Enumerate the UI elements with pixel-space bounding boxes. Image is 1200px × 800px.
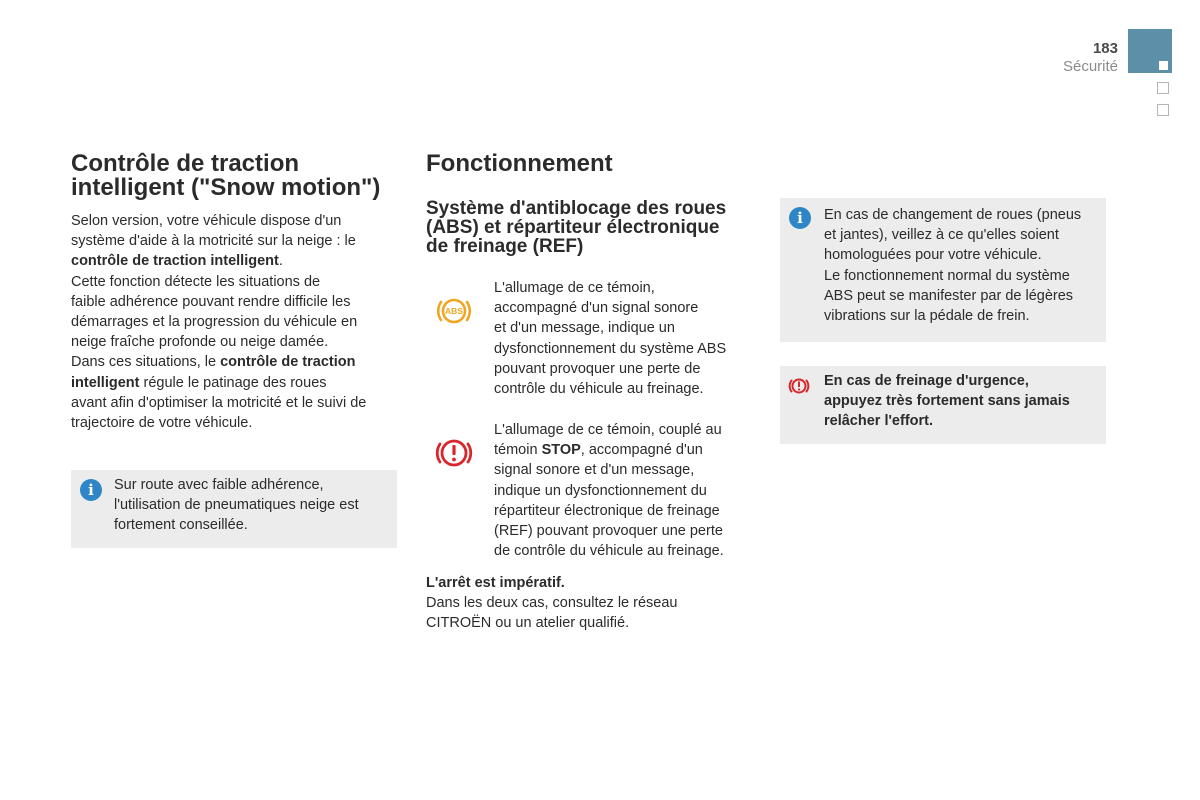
abs-warning-light-icon [434, 291, 474, 331]
text-line: (REF) pouvant provoquer une perte [494, 523, 723, 540]
left-note-box [71, 470, 397, 548]
text-line: de contrôle du véhicule au freinage. [494, 543, 724, 560]
text-line: témoin STOP, accompagné d'un [494, 442, 703, 459]
text-line: CITROËN ou un atelier qualifié. [426, 615, 630, 632]
note-line: relâcher l'effort. [824, 413, 934, 430]
text-line: accompagné d'un signal sonore [494, 300, 699, 317]
info-icon: i [789, 207, 811, 229]
note-line: fortement conseillée. [114, 517, 248, 534]
note-line: ABS peut se manifester par de légères [824, 287, 1074, 304]
subtitle-line: Système d'antiblocage des roues [426, 198, 727, 219]
text-line: L'allumage de ce témoin, couplé au [494, 422, 722, 438]
section-tab-box [1157, 104, 1169, 116]
subtitle-line: de freinage (REF) [426, 236, 584, 257]
left-title [71, 152, 401, 200]
note-line: l'utilisation de pneumatiques neige est [114, 497, 359, 514]
warning-icon [788, 375, 810, 397]
left-note-text [114, 475, 394, 536]
note-line: Sur route avec faible adhérence, [114, 477, 324, 493]
note-line: homologuées pour votre véhicule. [824, 247, 1042, 264]
text-line: L'arrêt est impératif. [426, 575, 565, 591]
note-line: En cas de freinage d'urgence, [824, 373, 1029, 389]
text-line: démarrages et la progression du véhicule en [71, 314, 358, 331]
svg-text:ABS: ABS [445, 306, 463, 316]
info-icon: i [80, 479, 102, 501]
abs-description [494, 278, 764, 399]
brake-warning-light-icon [434, 433, 474, 473]
subtitle-line: (ABS) et répartiteur électronique [426, 217, 720, 238]
text-line: Dans ces situations, le contrôle de traction [71, 354, 356, 371]
section-tab-marker [1159, 61, 1168, 70]
text-line: répartiteur électronique de freinage [494, 502, 720, 519]
text-line: dysfonctionnement du système ABS [494, 340, 727, 357]
right-warning-text [824, 371, 1104, 432]
note-line: et jantes), veillez à ce qu'elles soient [824, 227, 1059, 244]
note-line: Le fonctionnement normal du système [824, 267, 1070, 284]
brake-description [494, 420, 764, 561]
text-line: Cette fonction détecte les situations de [71, 273, 321, 290]
right-warning-box [780, 366, 1106, 444]
text-line: trajectoire de votre véhicule. [71, 415, 253, 432]
text-line: avant afin d'optimiser la motricité et le suivi de [71, 394, 367, 411]
text-line: neige fraîche profonde ou neige damée. [71, 334, 329, 351]
note-line: En cas de changement de roues (pneus [824, 207, 1082, 223]
text-line: intelligent régule le patinage des roues [71, 374, 327, 391]
text-line: faible adhérence pouvant rendre difficile les [71, 293, 351, 310]
left-paragraph [71, 211, 401, 433]
page-number: 183 [1092, 40, 1118, 57]
section-tab-box [1157, 82, 1169, 94]
left-title-line: Contrôle de traction [71, 150, 300, 177]
section-title: Sécurité [1062, 58, 1118, 75]
text-line: système d'aide à la motricité sur la neige : le [71, 233, 356, 250]
middle-conclusion [426, 573, 746, 634]
note-line: appuyez très fortement sans jamais [824, 393, 1070, 410]
text-line: contrôle de traction intelligent. [71, 253, 283, 270]
text-line: indique un dysfonctionnement du [494, 482, 707, 499]
right-info-box [780, 198, 1106, 342]
text-line: contrôle du véhicule au freinage. [494, 381, 704, 398]
text-line: et d'un message, indique un [494, 320, 675, 337]
text-line: L'allumage de ce témoin, [494, 280, 655, 296]
middle-subtitle [426, 199, 766, 256]
left-title-line: intelligent ("Snow motion") [71, 174, 381, 201]
middle-title: Fonctionnement [426, 150, 613, 177]
note-line: vibrations sur la pédale de frein. [824, 308, 1030, 325]
text-line: Dans les deux cas, consultez le réseau [426, 595, 678, 612]
text-line: pouvant provoquer une perte de [494, 360, 701, 377]
text-line: Selon version, votre véhicule dispose d'un [71, 213, 342, 229]
right-info-text [824, 205, 1104, 326]
text-line: signal sonore et d'un message, [494, 462, 695, 479]
